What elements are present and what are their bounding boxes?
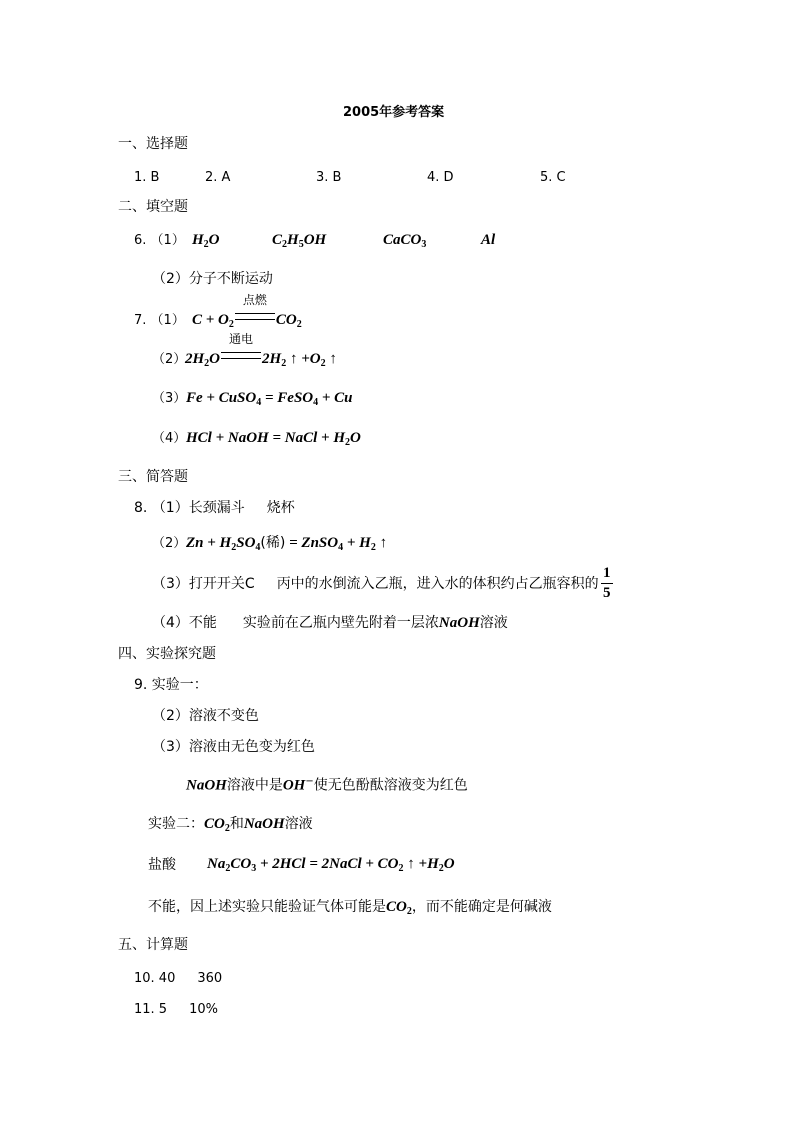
condition-ignite-label: 点燃 <box>242 293 267 307</box>
q7-line1 <box>134 314 185 327</box>
fraction-denominator: 5 <box>603 585 611 601</box>
answer-5: 5. C <box>540 170 566 185</box>
q6-number: 6. <box>134 233 147 248</box>
q6-answer2: 分子不断运动 <box>188 271 273 287</box>
q8-line1 <box>134 501 295 515</box>
section-heading-calculation: 五、计算题 <box>118 937 188 953</box>
q8-part1: （1）长颈漏斗 <box>151 500 245 516</box>
answer-1: 1. B <box>134 170 160 185</box>
condition-ignite <box>234 293 276 328</box>
q8-part1b: 烧杯 <box>266 500 295 516</box>
page-title: 2005年参考答案 <box>343 105 445 120</box>
q9-line5: 实验二：$CO_2$和NaOH溶液 <box>148 816 313 834</box>
q8-part4: （4）不能 <box>152 615 217 631</box>
fraction-one-fifth <box>601 566 613 601</box>
q7-part3: （3） <box>152 391 187 406</box>
q9-line4: NaOH溶液中是OH−使无色酚酞溶液变为红色 <box>186 776 468 794</box>
formula-sodium-hydroxide: NaOH <box>243 816 285 832</box>
q7-part2: （2） <box>152 352 187 367</box>
q9-line1: 9. 实验一： <box>134 677 208 693</box>
equation-water-electrolysis: $2H_2O$ 通电 $2H_2$ ↑ $+O_2$ ↑ <box>185 332 337 369</box>
formula-sodium-hydroxide: NaOH <box>438 615 480 631</box>
equation-iron-copper-sulfate: Fe + CuSO$_4$ = FeSO$_4$ + Cu <box>186 390 353 408</box>
condition-electrolysis <box>220 332 262 367</box>
formula-ethanol: $C_2H_5OH$ <box>272 232 327 250</box>
formula-aluminum: Al <box>481 232 496 248</box>
formula-water: $H_2O$ <box>192 232 220 250</box>
q7-part1: （1） <box>150 313 185 328</box>
q8-part3b: 丙中的水倒流入乙瓶，进入水的体积约占乙瓶容积的 <box>276 576 599 592</box>
q8-part2: （2） <box>152 536 187 551</box>
answer-10: 10. 40 360 <box>134 971 223 986</box>
q9-part2: （2）溶液不变色 <box>152 708 259 724</box>
q6-part2: （2） <box>152 271 189 287</box>
q8-part3: （3）打开开关C <box>152 576 255 592</box>
equation-carbon-combustion: $C + O_2$ 点燃 $CO_2$ <box>192 293 302 330</box>
q6-line2 <box>152 272 273 286</box>
equation-carbonate-acid: $Na_2CO_3 + 2HCl$ = 2NaCl + $CO_2$ ↑ $+H_2O$ <box>207 856 455 874</box>
answer-4: 4. D <box>427 170 454 185</box>
section-heading-choice: 一、选择题 <box>118 136 188 152</box>
answer-11: 11. 5 10% <box>134 1002 218 1017</box>
formula-calcium-carbonate: CaCO$_3$ <box>383 232 427 250</box>
equation-neutralization: HCl + NaOH = NaCl + $H_2O$ <box>186 430 361 448</box>
q9-line7: 不能，因上述实验只能验证气体可能是$CO_2$，而不能确定是何碱液 <box>148 899 552 917</box>
q7-number: 7. <box>134 313 147 328</box>
q9-line6: 盐酸 <box>148 857 176 873</box>
q6-part1: （1） <box>150 233 185 248</box>
formula-carbon-dioxide: $CO_2$ <box>204 816 230 834</box>
equation-zinc-sulfuric-acid: $Zn + H_2SO_4$(稀) = ZnSO$_4$ + $H_2$ ↑ <box>186 535 388 553</box>
q6-line1 <box>134 234 185 247</box>
q8-part4b: 实验前在乙瓶内壁先附着一层浓 <box>242 615 439 631</box>
section-heading-experiment: 四、实验探究题 <box>118 646 216 662</box>
formula-carbon-dioxide: $CO_2$ <box>386 899 412 917</box>
section-heading-short-answer: 三、简答题 <box>118 469 188 485</box>
q8-line3 <box>152 577 599 591</box>
formula-hydroxide-ion: OH <box>282 777 306 794</box>
q7-part4: （4） <box>152 431 187 446</box>
q8-number: 8. <box>134 500 148 516</box>
fraction-numerator: 1 <box>601 566 613 584</box>
formula-sodium-hydroxide: NaOH <box>186 777 227 794</box>
answer-3: 3. B <box>316 170 342 185</box>
condition-electrolysis-label: 通电 <box>229 332 254 346</box>
q8-part4c: 溶液 <box>479 615 508 631</box>
q8-line4 <box>152 616 508 631</box>
section-heading-fill: 二、填空题 <box>118 199 188 215</box>
q9-part3: （3）溶液由无色变为红色 <box>152 739 315 755</box>
answer-2: 2. A <box>205 170 231 185</box>
